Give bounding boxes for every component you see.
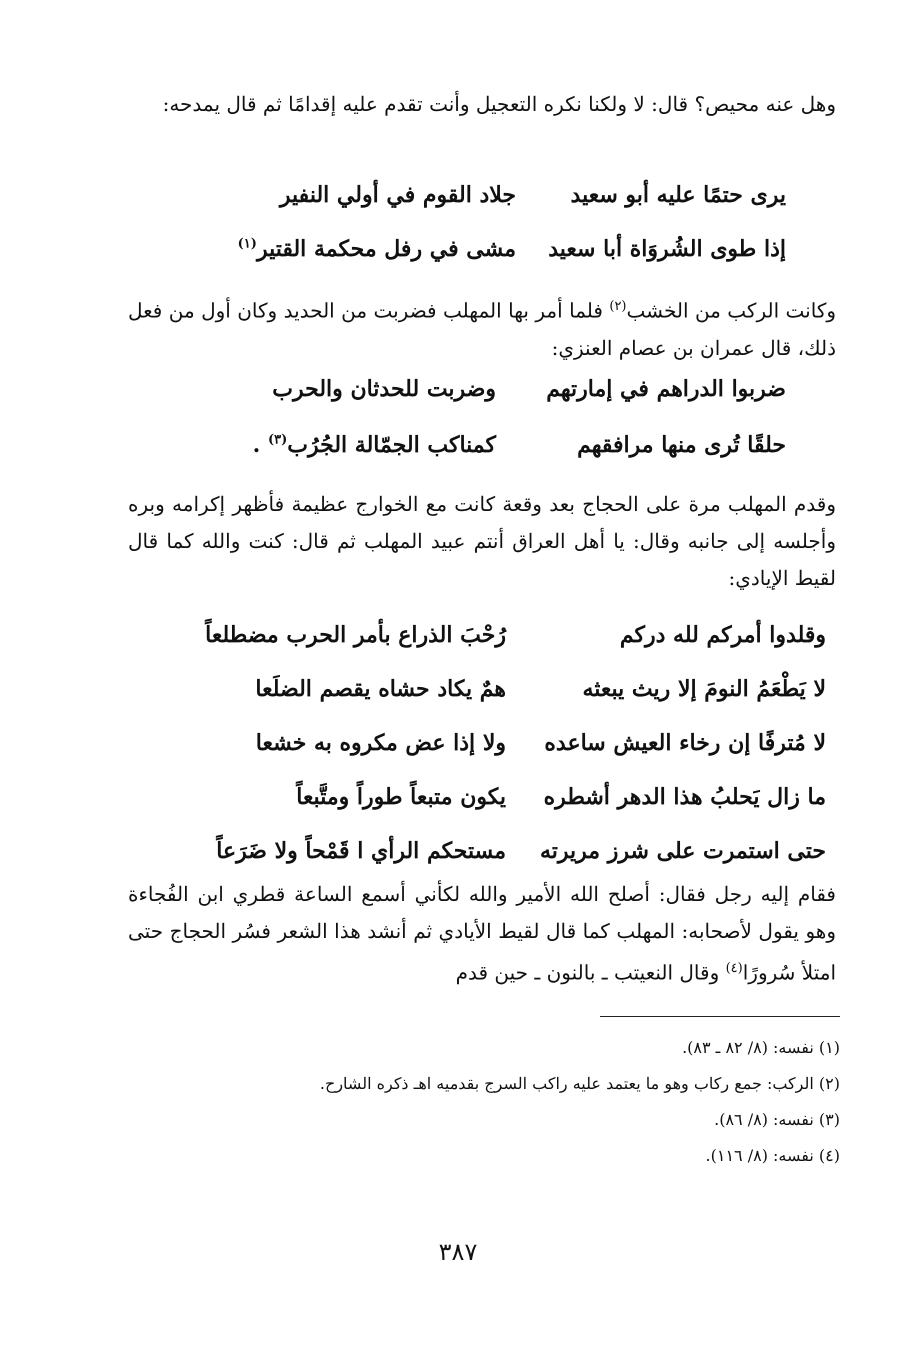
poem-3-line-3	[106, 730, 826, 770]
poem-3-line-5	[106, 838, 826, 878]
hemistich-first: ضربوا الدراهم في إمارتهم	[546, 376, 786, 402]
hemistich-second: كمناكب الجمّالة الجُرُب	[287, 432, 496, 458]
paragraph-2: وكانت الركب من الخشب$^{(٢)}$ فلما أمر بها المهلب فضربت من الحديد وكان أول من فعل ذلك، قال عمران بن عصام العنزي:	[128, 298, 837, 360]
poem-3-line-2	[106, 676, 826, 716]
hemistich-first: وقلدوا أمركم لله دركم	[619, 622, 826, 648]
footnote-1: (١) نفسه: (٨/ ٨٢ ـ ٨٣).	[682, 1038, 840, 1057]
hemistich-second: مستحكم الرأي ا قَمْحاً ولا ضَرَعاً	[216, 838, 506, 864]
page-number: ٣٨٧	[438, 1238, 478, 1266]
footnote-ref: (٤)	[725, 961, 743, 976]
footnote-3: (٣) نفسه: (٨/ ٨٦).	[714, 1110, 840, 1129]
footnote-2: (٢) الركب: جمع ركاب وهو ما يعتمد عليه راكب السرج بقدميه اهـ ذكره الشارح.	[319, 1074, 840, 1093]
hemistich-second: يكون متبعاً طوراً ومتَّبعاً	[296, 784, 506, 810]
footnote-ref: (١)	[237, 236, 257, 252]
footnote-4: (٤) نفسه: (٨/ ١١٦).	[705, 1146, 840, 1165]
hemistich-second: همٌ يكاد حشاه يقصم الضلَعا	[255, 676, 506, 702]
poem-2-line-1	[126, 376, 786, 416]
footnote-ref: (٢)	[609, 299, 627, 314]
hemistich-second: وضربت للحدثان والحرب	[272, 376, 496, 402]
poem-1-line-2	[126, 236, 786, 276]
poem-1-line-1	[126, 182, 786, 222]
hemistich-first: ما زال يَحلبُ هذا الدهر أشطره	[543, 784, 826, 810]
footnote-ref: (٣)	[267, 432, 288, 448]
hemistich-first: حلقًا تُرى منها مرافقهم	[577, 432, 786, 458]
hemistich-second: جلاد القوم في أولي النفير	[279, 182, 516, 208]
hemistich-second: رُحْبَ الذراع بأمر الحرب مضطلعاً	[205, 622, 506, 648]
poem-3-line-4	[106, 784, 826, 824]
paragraph-1: وهل عنه محيص؟ قال: لا ولكنا نكره التعجيل وأنت تقدم عليه إقدامًا ثم قال يمدحه:	[162, 92, 836, 116]
hemistich-first: لا يَطْعَمُ النومَ إلا ريث يبعثه	[582, 676, 826, 702]
poem-2-line-2: حلقًا تُرى منها مرافقهم كمناكب الجمّالة الجُرُب$^{(٣)}$ .	[252, 432, 786, 458]
paragraph-4: فقام إليه رجل فقال: أصلح الله الأمير والله لكأني أسمع الساعة قطري ابن الفُجاءة وهو يقول لأصحابه: المهلب كما قال لقيط الأيادي ثم أنشد هذا الشعر فسُر الحجاج حتى امتلأ سُرورًا$^{(٤)}$ وقال النعيتب ـ بالنون ـ حين قدم	[128, 882, 836, 985]
poem-3-line-1	[106, 622, 826, 662]
paragraph-3: وقدم المهلب مرة على الحجاج بعد وقعة كانت مع الخوارج عظيمة فأظهر إكرامه وبره وأجلسه إلى جانبه وقال: يا أهل العراق أنتم عبيد المهلب ثم قال: كنت والله كما قال لقيط الإيادي:	[128, 492, 836, 590]
hemistich-first: حتى استمرت على شرز مريرته	[539, 838, 826, 864]
hemistich-second: مشى في رفل محكمة القتير	[256, 236, 516, 262]
footnotes	[150, 1030, 840, 1174]
footnote-divider	[600, 1016, 840, 1017]
hemistich-first: لا مُترفًا إن رخاء العيش ساعده	[544, 730, 826, 756]
hemistich-second: ولا إذا عض مكروه به خشعا	[255, 730, 506, 756]
hemistich-first: إذا طوى الشُروَاة أبا سعيد	[548, 236, 786, 262]
hemistich-first: يرى حتمًا عليه أبو سعيد	[570, 182, 786, 208]
